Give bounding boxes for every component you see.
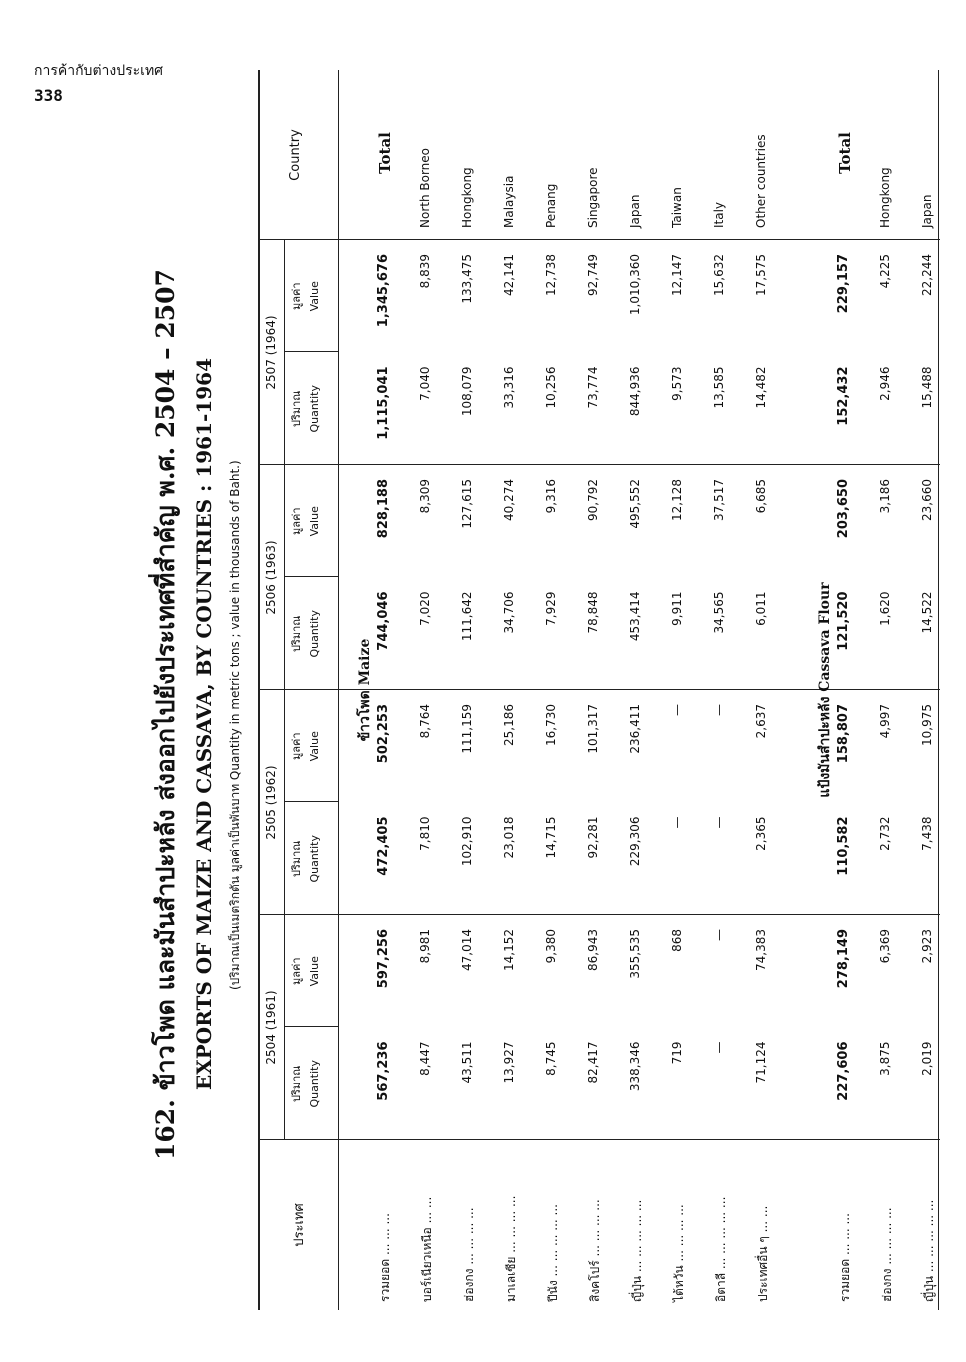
table-cell: 86,943	[586, 929, 600, 971]
row-label-country: Malaysia	[502, 175, 516, 228]
table-cell: 47,014	[460, 929, 474, 971]
section-label: แป้งมันสำปะหลัง Cassava Flour	[817, 582, 833, 798]
row-label-thai: ประเทศอื่น ๆ ... ...	[756, 1205, 770, 1302]
table-cell: 9,380	[544, 929, 558, 964]
row-label-country: Japan	[628, 194, 642, 228]
row-label-country: Taiwan	[670, 187, 684, 228]
row-label-thai: ปีนัง ... ... ... ... ...	[546, 1204, 560, 1302]
table-cell: 3,875	[878, 1041, 892, 1076]
table-cell: 92,281	[586, 816, 600, 859]
table-cell: 744,046	[376, 591, 391, 651]
table-cell: 121,520	[836, 591, 851, 651]
table-cell: 7,929	[544, 591, 558, 626]
table-cell: 2,923	[920, 929, 934, 964]
table-cell: 17,575	[754, 254, 768, 296]
quantity-header-thai: ปริมาณ	[290, 390, 303, 428]
table-cell: 338,346	[628, 1041, 642, 1092]
table-cell: 102,910	[460, 816, 474, 867]
row-label-country: Total	[376, 132, 394, 174]
row-label-country: Other countries	[754, 134, 768, 228]
table-cell: 23,018	[502, 816, 516, 859]
row-label-thai: อิตาลี ... ... ... ... ...	[714, 1196, 728, 1302]
table-cell: 14,522	[920, 591, 934, 634]
table-cell: 33,316	[502, 366, 516, 409]
table-cell: 355,535	[628, 929, 642, 979]
table-cell: 844,936	[628, 366, 642, 417]
table-cell: 42,141	[502, 254, 516, 296]
table-cell: 14,152	[502, 929, 516, 971]
table-cell: —	[712, 816, 726, 829]
table-cell: 14,715	[544, 816, 558, 859]
table-cell: —	[712, 1041, 726, 1054]
table-cell: 9,316	[544, 479, 558, 514]
value-header: Value	[308, 956, 321, 987]
row-label-thai: รวมยอด ... ... ...	[838, 1213, 852, 1302]
table-cell: 4,997	[878, 704, 892, 739]
table-cell: 127,615	[460, 479, 474, 529]
row-label-thai: ฮ่องกง ... ... ... ...	[462, 1207, 476, 1302]
year-header: 2504 (1961)	[264, 990, 278, 1065]
thai-country-header: ประเทศ	[292, 1203, 307, 1247]
table-cell: 6,369	[878, 929, 892, 964]
unit-note: (ปริมาณเป็นเมตริกตัน มูลค่าเป็นพันบาท Quantity in metric tons ; value in thousands of Baht.)	[228, 460, 242, 990]
year-header: 2507 (1964)	[264, 315, 278, 390]
year-sub-rule	[284, 240, 285, 1140]
table-cell: 6,011	[754, 591, 768, 626]
row-label-thai: ญี่ปุ่น ... ... ... ... ...	[922, 1199, 936, 1302]
value-header: Value	[308, 731, 321, 762]
table-cell: 1,115,041	[376, 366, 391, 440]
row-label-country: North Borneo	[418, 147, 432, 228]
row-label-thai: มาเลเซีย ... ... ... ...	[504, 1195, 518, 1302]
table-cell: 567,236	[376, 1041, 391, 1101]
quantity-header-thai: ปริมาณ	[290, 840, 303, 878]
table-cell: 15,632	[712, 254, 726, 296]
table-cell: 278,149	[836, 929, 851, 989]
table-cell: 34,706	[502, 591, 516, 634]
row-label-country: Italy	[712, 201, 726, 228]
quantity-header-thai: ปริมาณ	[290, 615, 303, 653]
table-cell: 6,685	[754, 479, 768, 514]
table-cell: 472,405	[376, 816, 391, 876]
table-cell: 22,244	[920, 254, 934, 296]
table-cell: 502,253	[376, 704, 391, 764]
table-cell: 3,186	[878, 479, 892, 514]
table-cell: 236,411	[628, 704, 642, 754]
table-cell: 40,274	[502, 479, 516, 521]
table-bottom-rule	[938, 70, 939, 1310]
table-cell: 34,565	[712, 591, 726, 634]
table-cell: 2,732	[878, 816, 892, 851]
rotated-table-region	[140, 70, 940, 1310]
table-cell: 7,438	[920, 816, 934, 851]
table-cell: 111,159	[460, 704, 474, 754]
section-label: ข้าวโพด Maize	[357, 638, 373, 742]
table-cell: 15,488	[920, 366, 934, 409]
row-label-country: Hongkong	[878, 167, 892, 228]
value-header-thai: มูลค่า	[290, 282, 303, 311]
page-section-label: การค้ากับต่างประเทศ	[34, 63, 164, 79]
row-label-thai: สิงคโปร์ ... ... ... ...	[588, 1199, 602, 1302]
table-cell: 828,188	[376, 479, 391, 539]
value-header-thai: มูลค่า	[290, 957, 303, 986]
row-label-country: Total	[836, 132, 854, 174]
table-cell: 203,650	[836, 479, 851, 539]
table-cell: 868	[670, 929, 684, 952]
table-cell: 9,911	[670, 591, 684, 626]
table-cell: 1,620	[878, 591, 892, 626]
table-cell: 8,839	[418, 254, 432, 289]
value-header: Value	[308, 506, 321, 537]
value-header: Value	[308, 281, 321, 312]
table-cell: 12,738	[544, 254, 558, 296]
row-label-thai: ฮ่องกง ... ... ... ...	[880, 1207, 894, 1302]
row-label-thai: บอร์เนียวเหนือ ... ...	[420, 1196, 434, 1302]
table-cell: 8,981	[418, 929, 432, 964]
table-top-rule	[258, 70, 260, 1310]
row-label-country: Hongkong	[460, 167, 474, 228]
table-cell: 12,128	[670, 479, 684, 521]
table-cell: 8,309	[418, 479, 432, 514]
page-number: 338	[34, 86, 63, 105]
table-cell: 2,019	[920, 1041, 934, 1076]
table-cell: 2,637	[754, 704, 768, 739]
table-cell: 37,517	[712, 479, 726, 521]
row-label-thai: ญี่ปุ่น ... ... ... ... ...	[630, 1199, 644, 1302]
table-cell: 9,573	[670, 366, 684, 401]
quantity-header: Quantity	[308, 384, 321, 433]
table-cell: 16,730	[544, 704, 558, 746]
table-cell: 495,552	[628, 479, 642, 529]
table-cell: 108,079	[460, 366, 474, 417]
table-cell: 73,774	[586, 366, 600, 409]
table-cell: 453,414	[628, 591, 642, 642]
table-cell: 133,475	[460, 254, 474, 304]
table-cell: 13,585	[712, 366, 726, 409]
table-cell: 229,306	[628, 816, 642, 867]
table-cell: 1,345,676	[376, 254, 391, 328]
table-cell: 23,660	[920, 479, 934, 521]
quantity-header: Quantity	[308, 609, 321, 658]
table-cell: 13,927	[502, 1041, 516, 1084]
table-cell: 92,749	[586, 254, 600, 296]
row-label-country: Japan	[920, 194, 934, 228]
quantity-header-thai: ปริมาณ	[290, 1065, 303, 1103]
table-cell: 158,807	[836, 704, 851, 764]
table-cell: 71,124	[754, 1041, 768, 1084]
value-header-thai: มูลค่า	[290, 732, 303, 761]
table-titles	[140, 70, 270, 1310]
table-cell: 8,745	[544, 1041, 558, 1076]
table-cell: 43,511	[460, 1041, 474, 1084]
table-cell: 78,848	[586, 591, 600, 634]
table-cell: 152,432	[836, 366, 851, 426]
table-cell: 8,764	[418, 704, 432, 739]
table-cell: 7,020	[418, 591, 432, 626]
table-cell: 74,383	[754, 929, 768, 971]
table-cell: 25,186	[502, 704, 516, 746]
row-label-thai: ไต้หวัน ... ... ... ...	[672, 1204, 686, 1302]
table-cell: 14,482	[754, 366, 768, 409]
row-label-country: Penang	[544, 183, 558, 228]
table-cell: 10,256	[544, 366, 558, 409]
header-bottom-rule	[338, 70, 339, 1310]
year-header: 2505 (1962)	[264, 765, 278, 840]
table-cell: 8,447	[418, 1041, 432, 1076]
value-header-thai: มูลค่า	[290, 507, 303, 536]
table-cell: 101,317	[586, 704, 600, 754]
table-cell: 4,225	[878, 254, 892, 289]
table-cell: 229,157	[836, 254, 851, 314]
table-cell: 82,417	[586, 1041, 600, 1084]
table-cell: 227,606	[836, 1041, 851, 1101]
english-title: EXPORTS OF MAIZE AND CASSAVA, BY COUNTRIES : 1961-1964	[192, 358, 216, 1090]
row-label-country: Singapore	[586, 167, 600, 228]
table-cell: 110,582	[836, 816, 851, 876]
table-cell: 2,365	[754, 816, 768, 851]
table-cell: —	[670, 704, 684, 716]
quantity-header: Quantity	[308, 1059, 321, 1108]
table-cell: 12,147	[670, 254, 684, 296]
table-cell: 597,256	[376, 929, 391, 989]
table-cell: —	[670, 816, 684, 829]
table-cell: 7,810	[418, 816, 432, 851]
table-cell: 2,946	[878, 366, 892, 401]
table-cell: 90,792	[586, 479, 600, 521]
country-header: Country	[288, 129, 303, 181]
table-cell: 719	[670, 1041, 684, 1065]
quantity-header: Quantity	[308, 834, 321, 883]
exports-table	[258, 70, 940, 1310]
table-cell: 111,642	[460, 591, 474, 642]
table-cell: —	[712, 929, 726, 941]
table-cell: —	[712, 704, 726, 716]
table-cell: 10,975	[920, 704, 934, 746]
thai-title: 162. ข้าวโพด และมันสำปะหลัง ส่งออกไปยังประเทศที่สำคัญ พ.ศ. 2504 – 2507	[151, 269, 180, 1160]
row-label-thai: รวมยอด ... ... ...	[378, 1213, 392, 1302]
table-cell: 1,010,360	[628, 254, 642, 316]
year-header: 2506 (1963)	[264, 540, 278, 615]
table-cell: 7,040	[418, 366, 432, 401]
